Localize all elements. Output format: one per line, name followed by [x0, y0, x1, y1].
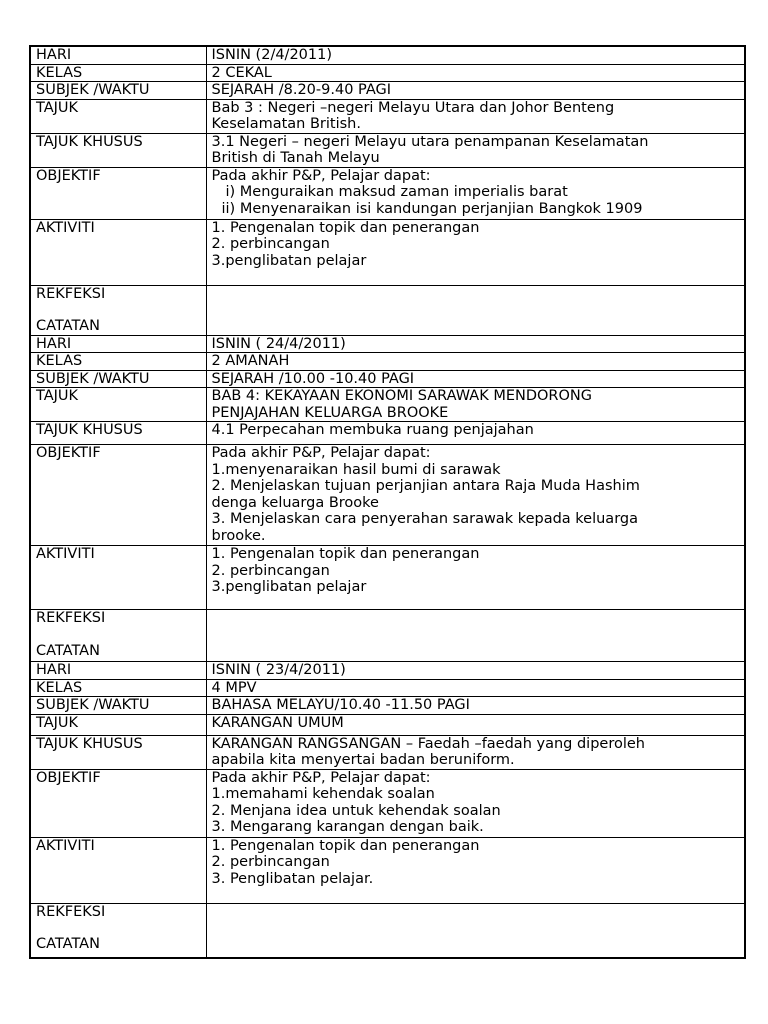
- row-tajuk-khusus: [30, 735, 745, 769]
- text-line: Pada akhir P&P, Pelajar dapat:: [211, 167, 431, 184]
- label-objektif: OBJEKTIF: [30, 445, 206, 546]
- label-tajuk: TAJUK: [30, 99, 206, 133]
- row-subjek: [30, 370, 745, 388]
- row-refleksi-catatan: [30, 903, 745, 958]
- text-line: 4.1 Perpecahan membuka ruang penjajahan: [211, 422, 534, 438]
- text-line: BAB 4: KEKAYAAN EKONOMI SARAWAK MENDORONG: [211, 388, 592, 404]
- row-tajuk: [30, 99, 745, 133]
- label-kelas: KELAS: [30, 353, 206, 371]
- value-aktiviti: [206, 837, 745, 903]
- row-hari: [30, 335, 745, 353]
- text-line: Keselamatan British.: [211, 116, 361, 132]
- value-refleksi-catatan: [206, 903, 745, 958]
- text-line: Bab 3 : Negeri –negeri Melayu Utara dan Johor Benteng: [211, 99, 615, 116]
- value-hari: ISNIN ( 23/4/2011): [206, 662, 745, 680]
- spacer: [36, 920, 206, 936]
- text-line: 1. Pengenalan topik dan penerangan: [211, 546, 480, 562]
- row-refleksi-catatan: [30, 285, 745, 335]
- row-tajuk-khusus: [30, 133, 745, 167]
- row-objektif: [30, 769, 745, 837]
- text-line: i) Menguraikan maksud zaman imperialis barat: [225, 184, 568, 200]
- row-aktiviti: [30, 837, 745, 903]
- label-subjek: SUBJEK /WAKTU: [30, 697, 206, 715]
- row-aktiviti: [30, 546, 745, 610]
- text-line: 3.penglibatan pelajar: [211, 579, 367, 595]
- text-line: 2. perbincangan: [211, 854, 330, 870]
- label-catatan: CATATAN: [36, 318, 100, 334]
- label-tajuk-khusus: TAJUK KHUSUS: [30, 735, 206, 769]
- value-subjek: SEJARAH /10.00 -10.40 PAGI: [206, 370, 745, 388]
- value-objektif: [206, 167, 745, 219]
- text-line: 1. Pengenalan topik dan penerangan: [211, 837, 480, 854]
- text-line: KARANGAN UMUM: [211, 714, 344, 731]
- row-subjek: [30, 697, 745, 715]
- value-aktiviti: [206, 546, 745, 610]
- row-hari: [30, 662, 745, 680]
- label-refleksi-catatan: [30, 903, 206, 958]
- value-tajuk-khusus: [206, 133, 745, 167]
- value-tajuk: [206, 388, 745, 422]
- label-refleksi: REKFEKSI: [36, 610, 106, 626]
- value-hari: ISNIN ( 24/4/2011): [206, 335, 745, 353]
- value-tajuk-khusus: [206, 422, 745, 445]
- label-tajuk: TAJUK: [30, 388, 206, 422]
- row-aktiviti: [30, 219, 745, 285]
- text-line: 1.menyenaraikan hasil bumi di sarawak: [211, 461, 501, 478]
- value-objektif: [206, 769, 745, 837]
- text-line: Pada akhir P&P, Pelajar dapat:: [211, 445, 431, 461]
- label-aktiviti: AKTIVITI: [30, 837, 206, 903]
- label-refleksi: REKFEKSI: [36, 285, 106, 302]
- text-line: 3. Menjelaskan cara penyerahan sarawak kepada keluarga: [211, 511, 638, 527]
- label-aktiviti: AKTIVITI: [30, 219, 206, 285]
- value-subjek: BAHASA MELAYU/10.40 -11.50 PAGI: [206, 697, 745, 715]
- value-kelas: 2 CEKAL: [206, 64, 745, 82]
- value-kelas: 4 MPV: [206, 679, 745, 697]
- label-refleksi-catatan: [30, 285, 206, 335]
- row-kelas: [30, 679, 745, 697]
- value-refleksi-catatan: [206, 610, 745, 662]
- label-hari: HARI: [30, 662, 206, 680]
- value-tajuk-khusus: [206, 735, 745, 769]
- text-line: British di Tanah Melayu: [211, 150, 380, 166]
- row-tajuk: [30, 388, 745, 422]
- label-aktiviti: AKTIVITI: [30, 546, 206, 610]
- label-tajuk: TAJUK: [30, 714, 206, 735]
- text-line: 3. Mengarang karangan dengan baik.: [211, 819, 484, 835]
- value-subjek: SEJARAH /8.20-9.40 PAGI: [206, 82, 745, 100]
- text-line: ii) Menyenaraikan isi kandungan perjanjian Bangkok 1909: [221, 200, 643, 217]
- spacer: [36, 627, 206, 643]
- value-kelas: 2 AMANAH: [206, 353, 745, 371]
- text-line: apabila kita menyertai badan beruniform.: [211, 752, 515, 768]
- row-objektif: [30, 167, 745, 219]
- label-objektif: OBJEKTIF: [30, 769, 206, 837]
- label-hari: HARI: [30, 335, 206, 353]
- spacer: [36, 302, 206, 318]
- text-line: 3.penglibatan pelajar: [211, 252, 367, 269]
- label-subjek: SUBJEK /WAKTU: [30, 370, 206, 388]
- label-objektif: OBJEKTIF: [30, 167, 206, 219]
- text-line: 1. Pengenalan topik dan penerangan: [211, 219, 480, 236]
- text-line: KARANGAN RANGSANGAN – Faedah –faedah yang diperoleh: [211, 735, 645, 752]
- value-objektif: [206, 445, 745, 546]
- label-refleksi: REKFEKSI: [36, 903, 106, 920]
- label-catatan: CATATAN: [36, 642, 100, 659]
- label-catatan: CATATAN: [36, 936, 100, 952]
- text-line: brooke.: [211, 527, 266, 544]
- label-tajuk-khusus: TAJUK KHUSUS: [30, 133, 206, 167]
- text-line: 3. Penglibatan pelajar.: [211, 870, 374, 887]
- label-kelas: KELAS: [30, 679, 206, 697]
- row-refleksi-catatan: [30, 610, 745, 662]
- value-tajuk: [206, 714, 745, 735]
- label-tajuk-khusus: TAJUK KHUSUS: [30, 422, 206, 445]
- text-line: Pada akhir P&P, Pelajar dapat:: [211, 769, 431, 786]
- text-line: denga keluarga Brooke: [211, 494, 379, 511]
- row-objektif: [30, 445, 745, 546]
- text-line: 2. Menjelaskan tujuan perjanjian antara Raja Muda Hashim: [211, 478, 640, 494]
- text-line: 3.1 Negeri – negeri Melayu utara penampanan Keselamatan: [211, 133, 649, 150]
- row-tajuk: [30, 714, 745, 735]
- text-line: 2. perbincangan: [211, 236, 330, 252]
- row-kelas: [30, 64, 745, 82]
- text-line: PENJAJAHAN KELUARGA BROOKE: [211, 404, 449, 421]
- lesson-plan-table: [29, 45, 746, 959]
- row-kelas: [30, 353, 745, 371]
- label-kelas: KELAS: [30, 64, 206, 82]
- text-line: 2. perbincangan: [211, 562, 330, 579]
- value-hari: ISNIN (2/4/2011): [206, 46, 745, 64]
- value-tajuk: [206, 99, 745, 133]
- value-refleksi-catatan: [206, 285, 745, 335]
- label-hari: HARI: [30, 46, 206, 64]
- value-aktiviti: [206, 219, 745, 285]
- text-line: 1.memahami kehendak soalan: [211, 786, 435, 802]
- text-line: 2. Menjana idea untuk kehendak soalan: [211, 802, 501, 819]
- row-tajuk-khusus: [30, 422, 745, 445]
- label-subjek: SUBJEK /WAKTU: [30, 82, 206, 100]
- row-hari: [30, 46, 745, 64]
- label-refleksi-catatan: [30, 610, 206, 662]
- row-subjek: [30, 82, 745, 100]
